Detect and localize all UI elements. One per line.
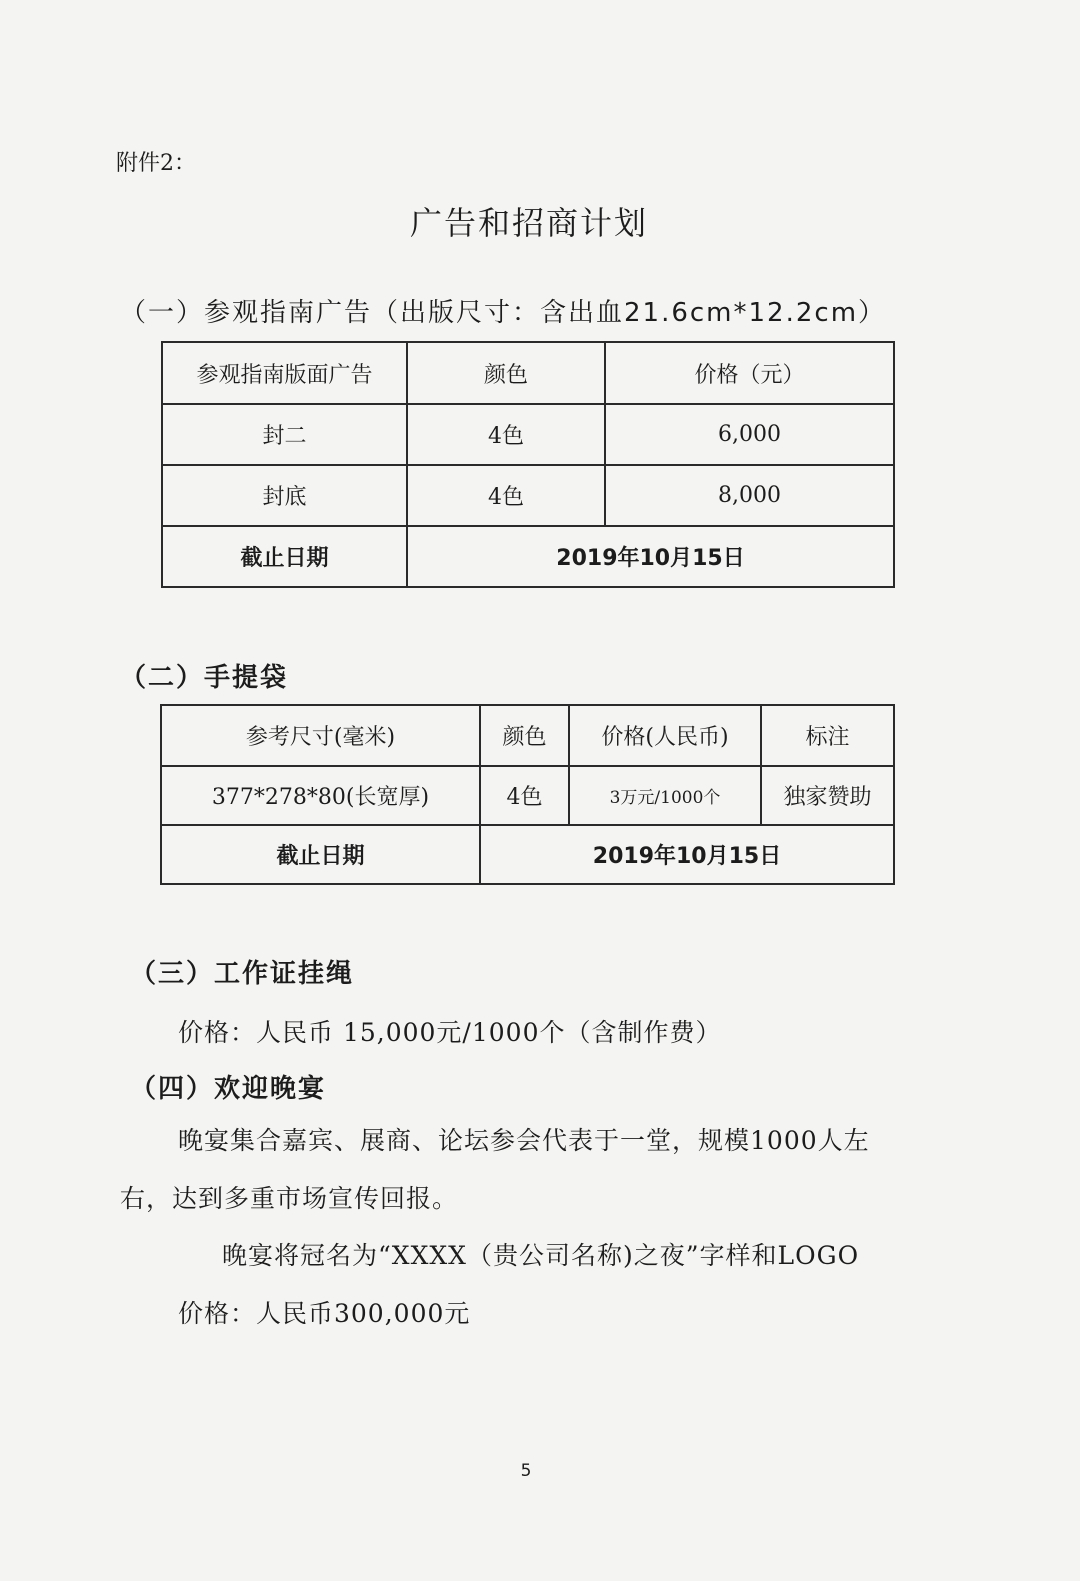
header-cell: 价格(人民币): [569, 705, 761, 766]
table-cell: 6,000: [605, 404, 894, 465]
table-cell: 4色: [407, 465, 605, 526]
page-number: 5: [520, 1461, 532, 1481]
page-title: 广告和招商计划: [409, 204, 648, 242]
banquet-description-line2: 右，达到多重市场宣传回报。: [120, 1184, 459, 1213]
header-cell: 价格（元）: [605, 342, 894, 404]
header-cell: 颜色: [407, 342, 605, 404]
table-cell: 3万元/1000个: [569, 766, 761, 825]
header-cell: 参考尺寸(毫米): [161, 705, 480, 766]
table-row: [162, 465, 894, 526]
section3-heading: （三）工作证挂绳: [130, 959, 355, 989]
table-row: [162, 404, 894, 465]
deadline-row: [162, 526, 894, 587]
section1-heading: （一）参观指南广告（出版尺寸：含出血21.6cm*12.2cm）: [120, 298, 887, 328]
header-cell: 颜色: [480, 705, 569, 766]
handbag-table: [160, 704, 895, 885]
header-cell: 参观指南版面广告: [162, 342, 407, 404]
banquet-price: 价格：人民币300,000元: [178, 1299, 471, 1328]
guide-ad-table: [161, 341, 895, 588]
table-header-row: [162, 342, 894, 404]
section2-heading: （二）手提袋: [120, 663, 289, 693]
table-row: [161, 766, 894, 825]
table-cell: 独家赞助: [761, 766, 894, 825]
table-cell: 封底: [162, 465, 407, 526]
deadline-label: 截止日期: [161, 825, 480, 884]
lanyard-price: 价格：人民币 15,000元/1000个（含制作费）: [178, 1018, 722, 1047]
table-cell: 4色: [480, 766, 569, 825]
header-cell: 标注: [761, 705, 894, 766]
banquet-description-line1: 晚宴集合嘉宾、展商、论坛参会代表于一堂，规模1000人左: [178, 1126, 870, 1155]
banquet-naming-text: 晚宴将冠名为“XXXX（贵公司名称)之夜”字样和LOGO: [222, 1241, 860, 1270]
table-cell: 4色: [407, 404, 605, 465]
deadline-label: 截止日期: [162, 526, 407, 587]
section4-heading: （四）欢迎晚宴: [130, 1074, 327, 1104]
table-cell: 377*278*80(长宽厚): [161, 766, 480, 825]
table-header-row: [161, 705, 894, 766]
table-cell: 8,000: [605, 465, 894, 526]
deadline-value: 2019年10月15日: [480, 825, 894, 884]
attachment-label: 附件2：: [116, 151, 196, 176]
deadline-row: [161, 825, 894, 884]
table-cell: 封二: [162, 404, 407, 465]
deadline-value: 2019年10月15日: [407, 526, 894, 587]
